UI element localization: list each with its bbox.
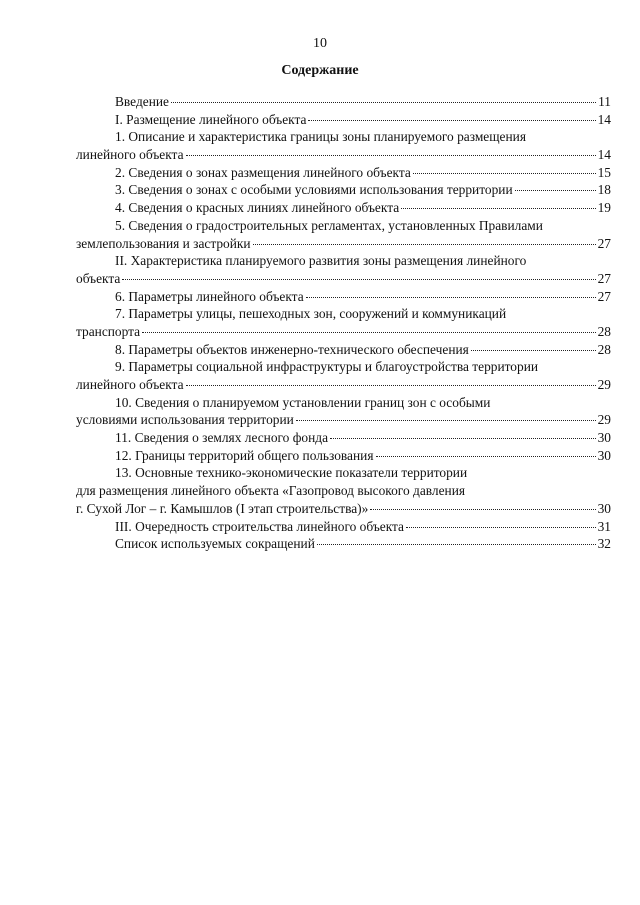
- toc-entry-line: [76, 252, 611, 270]
- toc-entry-text: линейного объекта: [76, 377, 184, 392]
- toc-entry[interactable]: [76, 535, 611, 553]
- toc-entry-line: [76, 111, 611, 129]
- toc-page-number: 27: [597, 288, 611, 304]
- toc-dot-leader: [413, 173, 596, 174]
- toc-entry[interactable]: [76, 305, 611, 340]
- toc-entry[interactable]: [76, 288, 611, 306]
- toc-entry-line: [76, 464, 611, 482]
- toc-entry-line: [76, 235, 611, 253]
- toc-entry[interactable]: [76, 394, 611, 429]
- toc-page-number: 30: [597, 430, 611, 446]
- toc-entry-text: III. Очередность строительства линейного объекта: [115, 518, 404, 534]
- toc-entry[interactable]: [76, 199, 611, 217]
- toc-dot-leader: [186, 155, 596, 156]
- toc-entry-text: 2. Сведения о зонах размещения линейного объекта: [115, 164, 411, 180]
- toc-entry-line: [76, 358, 611, 376]
- toc-entry-line: [76, 535, 611, 553]
- toc-entry-text: 6. Параметры линейного объекта: [115, 288, 304, 304]
- toc-dot-leader: [471, 350, 596, 351]
- toc-entry-line: [76, 323, 611, 341]
- toc-dot-leader: [296, 420, 596, 421]
- toc-page-number: 27: [597, 270, 611, 286]
- toc-dot-leader: [142, 332, 596, 333]
- toc-page-number: 32: [597, 536, 611, 552]
- page-number: 10: [313, 36, 327, 51]
- toc-entry-text: 13. Основные технико-экономические показатели территории: [115, 465, 468, 481]
- toc-entry-text: линейного объекта: [76, 147, 184, 163]
- toc-entry-line: [76, 270, 611, 288]
- toc-entry[interactable]: [76, 181, 611, 199]
- toc-page-number: 27: [597, 235, 611, 251]
- toc-entry-text: объекта: [76, 270, 121, 286]
- toc-entry[interactable]: [76, 518, 611, 536]
- toc-entry-line: [76, 447, 611, 465]
- toc-page-number: 18: [597, 182, 611, 198]
- toc-page-number: 11: [598, 94, 611, 109]
- toc-entry[interactable]: [76, 93, 611, 111]
- toc-page-number: 30: [597, 447, 611, 463]
- toc-page-number: 30: [597, 500, 611, 516]
- toc-entry-text: 11. Сведения о землях лесного фонда: [115, 430, 329, 446]
- toc-page-number: 19: [597, 200, 611, 216]
- toc-entry-text: I. Размещение линейного объекта: [115, 111, 307, 127]
- toc-entry-text: транспорта: [76, 323, 141, 339]
- toc-entry[interactable]: [76, 341, 611, 359]
- toc-entry-line: [76, 429, 611, 447]
- toc-page-number: 14: [597, 147, 611, 163]
- toc-entry[interactable]: [76, 252, 611, 287]
- toc-entry[interactable]: [76, 128, 611, 163]
- toc-entry-text: землепользования и застройки: [76, 235, 251, 251]
- toc-entry-text: 5. Сведения о градостроительных регламентах, установленных Правилами: [115, 217, 543, 233]
- toc-dot-leader: [308, 120, 595, 121]
- toc-entry-text: 12. Границы территорий общего пользования: [115, 447, 374, 463]
- toc-entry-line: [76, 217, 611, 235]
- toc-entry-text: 9. Параметры социальной инфраструктуры и благоустройства территории: [115, 359, 539, 375]
- toc-entry-text: для размещения линейного объекта «Газопровод высокого давления: [76, 483, 466, 499]
- toc-entry-line: [76, 93, 611, 111]
- toc-page-number: 14: [597, 111, 611, 127]
- toc-page-number: 28: [597, 323, 611, 339]
- toc-entry-text: условиями использования территории: [76, 412, 294, 428]
- toc-dot-leader: [515, 190, 596, 191]
- toc-entry-line: [76, 518, 611, 536]
- toc-entry-line: [76, 199, 611, 217]
- toc-entry[interactable]: [76, 447, 611, 465]
- toc-entry-text: 3. Сведения о зонах с особыми условиями использования территории: [115, 182, 513, 198]
- toc-entry[interactable]: [76, 164, 611, 182]
- toc-dot-leader: [401, 208, 595, 209]
- toc-entry-line: [76, 341, 611, 359]
- toc-dot-leader: [186, 385, 596, 386]
- toc-entry-text: II. Характеристика планируемого развития зоны размещения линейного: [115, 253, 527, 269]
- toc-entry-text: 8. Параметры объектов инженерно-технического обеспечения: [115, 341, 469, 357]
- toc-dot-leader: [306, 297, 596, 298]
- toc-page-number: 29: [597, 377, 611, 392]
- toc-entry-line: [76, 500, 611, 518]
- toc-entry-line: [76, 181, 611, 199]
- toc-dot-leader: [317, 544, 596, 545]
- toc-entry[interactable]: [76, 111, 611, 129]
- toc-entry-line: [76, 164, 611, 182]
- toc-dot-leader: [171, 102, 596, 103]
- toc-entry-text: Введение: [115, 94, 169, 109]
- toc-dot-leader: [122, 279, 595, 280]
- toc-dot-leader: [370, 509, 595, 510]
- toc-entry-line: [76, 146, 611, 164]
- toc-page-number: 28: [597, 341, 611, 357]
- toc-dot-leader: [330, 438, 596, 439]
- toc-entry-text: 10. Сведения о планируемом установлении границ зон с особыми: [115, 394, 491, 410]
- toc-entry-text: 1. Описание и характеристика границы зоны планируемого размещения: [115, 129, 526, 145]
- toc-entry[interactable]: [76, 429, 611, 447]
- toc-entry-line: [76, 305, 611, 323]
- toc-entry-text: г. Сухой Лог – г. Камышлов (I этап строительства)»: [76, 500, 369, 516]
- toc-entry-line: [76, 411, 611, 429]
- toc-entry-text: 4. Сведения о красных линиях линейного объекта: [115, 200, 400, 216]
- toc-entry[interactable]: [76, 358, 611, 393]
- toc-entry-text: Список используемых сокращений: [115, 536, 315, 552]
- toc-entry-line: [76, 288, 611, 306]
- toc-entry-line: [76, 128, 611, 146]
- toc-page-number: 15: [597, 164, 611, 180]
- toc-entry-line: [76, 482, 611, 500]
- toc-entry-line: [76, 394, 611, 412]
- toc-entry-line: [76, 376, 611, 394]
- toc-page-number: 29: [597, 412, 611, 428]
- toc-entry-text: 7. Параметры улицы, пешеходных зон, сооружений и коммуникаций: [115, 306, 507, 322]
- page-title: Содержание: [281, 63, 359, 78]
- toc-entry[interactable]: [76, 464, 611, 517]
- table-of-contents: [76, 93, 611, 553]
- toc-entry[interactable]: [76, 217, 611, 252]
- toc-dot-leader: [406, 527, 596, 528]
- toc-dot-leader: [253, 244, 596, 245]
- toc-page-number: 31: [597, 518, 611, 534]
- toc-dot-leader: [376, 456, 596, 457]
